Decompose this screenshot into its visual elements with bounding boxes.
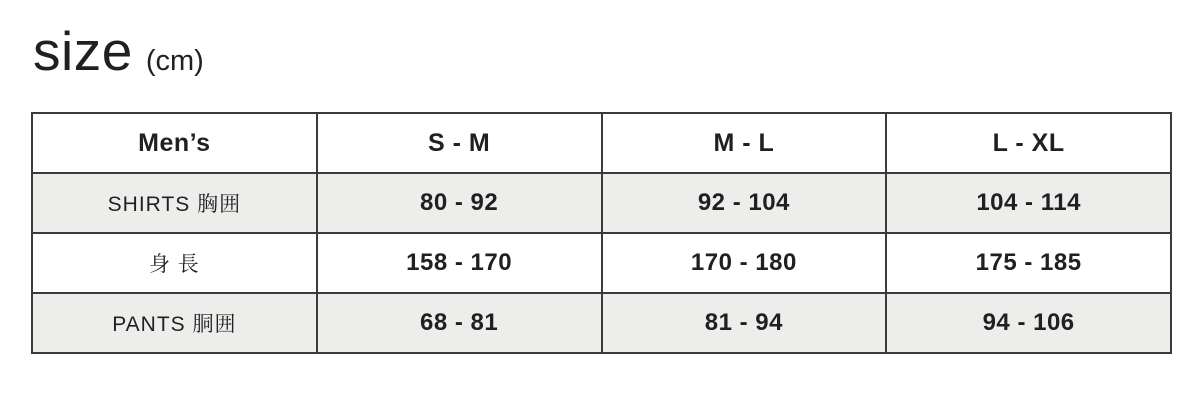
table-row-pants (32, 293, 1171, 353)
size-value-cell: 92 - 104 (602, 173, 887, 233)
table-header-row (32, 113, 1171, 173)
title-text: size (33, 20, 133, 82)
header-cell-mens: Men’s (32, 113, 317, 173)
size-value-cell: 104 - 114 (886, 173, 1171, 233)
header-cell-l-xl: L - XL (886, 113, 1171, 173)
table-row-shirts (32, 173, 1171, 233)
size-value-cell: 170 - 180 (602, 233, 887, 293)
size-table (31, 112, 1172, 354)
table-row-height (32, 233, 1171, 293)
header-cell-m-l: M - L (602, 113, 887, 173)
size-value-cell: 68 - 81 (317, 293, 602, 353)
row-label-height: 身 長 (32, 233, 317, 293)
title-unit-label: (cm) (145, 45, 204, 77)
row-label-pants-waist: PANTS 胴囲 (32, 293, 317, 353)
size-value-cell: 81 - 94 (602, 293, 887, 353)
size-value-cell: 175 - 185 (886, 233, 1171, 293)
size-value-cell: 80 - 92 (317, 173, 602, 233)
header-cell-s-m: S - M (317, 113, 602, 173)
size-value-cell: 158 - 170 (317, 233, 602, 293)
page-title (33, 20, 204, 82)
size-value-cell: 94 - 106 (886, 293, 1171, 353)
row-label-shirts-chest: SHIRTS 胸囲 (32, 173, 317, 233)
